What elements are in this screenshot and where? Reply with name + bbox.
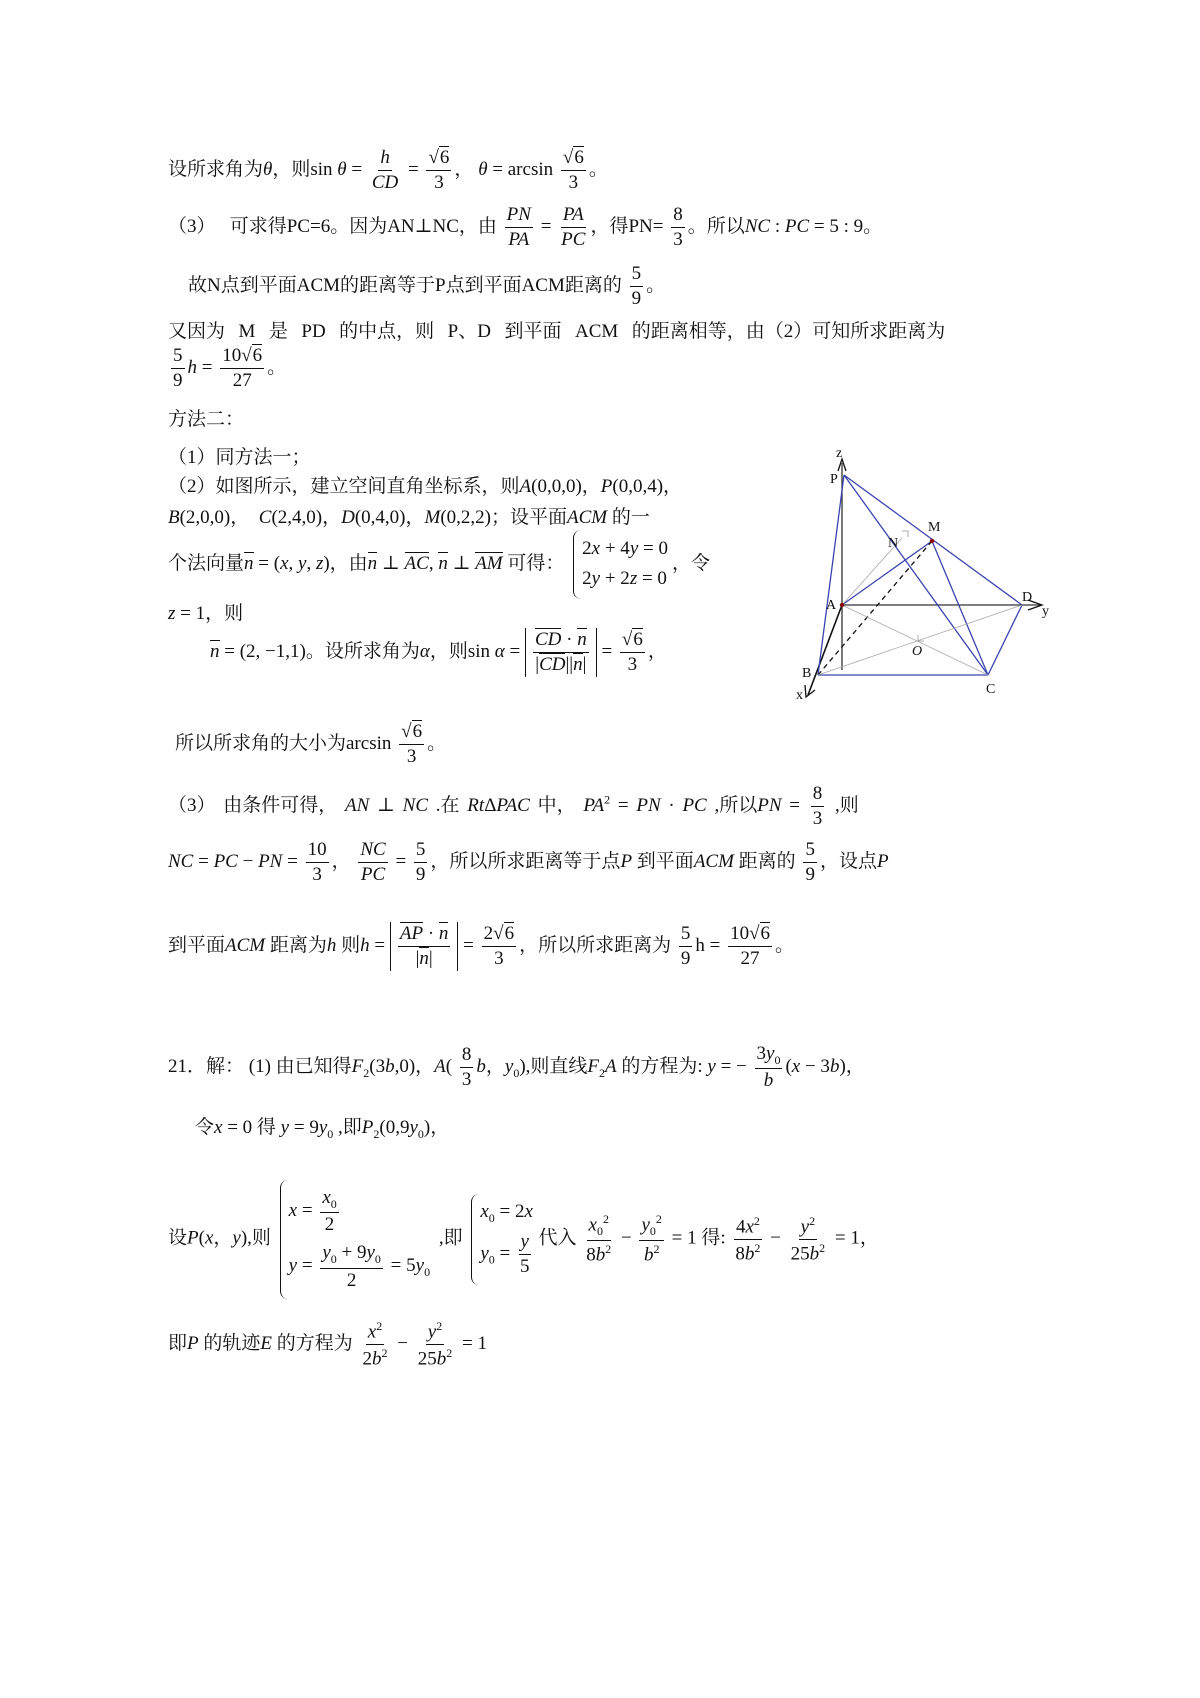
- label-a: A: [826, 598, 837, 613]
- line-midpoint: 又因为 M 是 PD 的中点，则 P、D 到平面 ACM 的距离相等，由（2）可知所求距离为: [168, 321, 946, 342]
- line-locus-derivation: 设P(x，y),则 x = $\frac{x_0}{2}$ y = $\frac{y_0 + 9y_0}{2}$ = $5y_0$ ,即 $x_0 = 2x$ $y_0$ = $\frac{y}{5}$ 代入 $\frac{x_0^2}{8b^2}$ − $\frac{y_0^2}{b^2}$ = 1 得: $\frac{4x^2}{8b^2}$ − $\frac{y^2}{25b^2}$ = 1，: [168, 1180, 879, 1299]
- label-o: O: [912, 644, 923, 659]
- label-b: B: [802, 666, 812, 681]
- line-theta: 设所求角为θ，则sin θ = $\frac{h}{CD}$ = $\frac{√6}{3}$ ， θ = arcsin $\frac{√6}{3}$ 。: [168, 147, 608, 193]
- line-distance-ratio: 故N点到平面ACM的距离等于P点到平面ACM距离的 $\frac{5}{9}$ 。: [188, 263, 666, 309]
- label-z: z: [836, 446, 843, 461]
- label-n: N: [888, 536, 899, 551]
- label-p: P: [830, 472, 838, 487]
- line-part3-pc: （3） 可求得PC=6。因为AN⊥NC，由 $\frac{PN}{PA}$ = $\frac{PA}{PC}$ ，得PN= $\frac{8}{3}$ 。所以NC : PC = 5 : 9。: [168, 204, 883, 250]
- line-sin-alpha: n = (2, −1,1)。设所求角为α，则sin α = $\frac{CD \cdot n}{|CD||n|}$ = $\frac{√6}{3}$ ，: [210, 629, 667, 675]
- line-coords-1: （2）如图所示，建立空间直角坐标系，则A(0,0,0)，P(0,0,4)，: [168, 476, 683, 497]
- line-locus-result: 即P 的轨迹E 的方程为 $\frac{x^2}{2b^2}$ − $\frac{y^2}{25b^2}$ = 1: [168, 1319, 487, 1370]
- label-x: x: [796, 688, 803, 703]
- point-a: [840, 603, 844, 607]
- line-h-result: 到平面ACM 距离为h 则h = $\frac{AP \cdot n}{|n|}$ = $\frac{2√6}{3}$ ，所以所求距离为 $\frac{5}{9}$ h = $\frac{10√6}{27}$ 。: [168, 923, 795, 969]
- line-normal-vector: 个法向量n = (x, y, z)，由n ⊥ AC, n ⊥ AM 可得： 2x + 4y = 0 2y + 2z = 0 ，令: [168, 530, 710, 599]
- pyramid-diagram: [790, 445, 1080, 715]
- line-result-1: $\frac{5}{9}$ h = $\frac{10√6}{27}$ 。: [173, 345, 287, 391]
- point-m: [930, 539, 934, 543]
- line-problem21: 21．解： (1) 由已知得$F_2(3b,0)$，A( $\frac{8}{3}$ b，$y_0$),则直线$F_2A$ 的方程为: y = − $\frac{3y_0}{b}$ (x − 3b)，: [168, 1043, 865, 1092]
- line-part3-condition: （3） 由条件可得， AN ⊥ NC .在 RtΔPAC 中， $PA^2$ = PN · PC ,所以PN = $\frac{8}{3}$ ,则: [168, 783, 859, 829]
- label-c: C: [986, 682, 996, 697]
- line-nc-pc: NC = PC − PN = $\frac{10}{3}$ ， $\frac{NC}{PC}$ = $\frac{5}{9}$ ，所以所求距离等于点P 到平面ACM 距离的 $\frac{5}{9}$ ，设点P: [168, 839, 889, 885]
- line-method2-part1: （1）同方法一；: [168, 447, 311, 468]
- label-y: y: [1042, 604, 1049, 619]
- line-z-eq-1: z = 1，则: [168, 603, 244, 624]
- method-two-heading: 方法二：: [168, 409, 245, 430]
- line-p2: 令x = 0 得 $y = 9y_0$ ,即$P_2(0,9y_0)$，: [195, 1117, 450, 1141]
- line-angle-result: 所以所求角的大小为arcsin $\frac{√6}{3}$ 。: [175, 721, 447, 767]
- line-coords-2: B(2,0,0)， C(2,4,0)，D(0,4,0)，M(0,2,2)；设平面ACM 的一: [168, 507, 650, 528]
- label-m: M: [928, 520, 941, 535]
- label-d: D: [1022, 590, 1033, 605]
